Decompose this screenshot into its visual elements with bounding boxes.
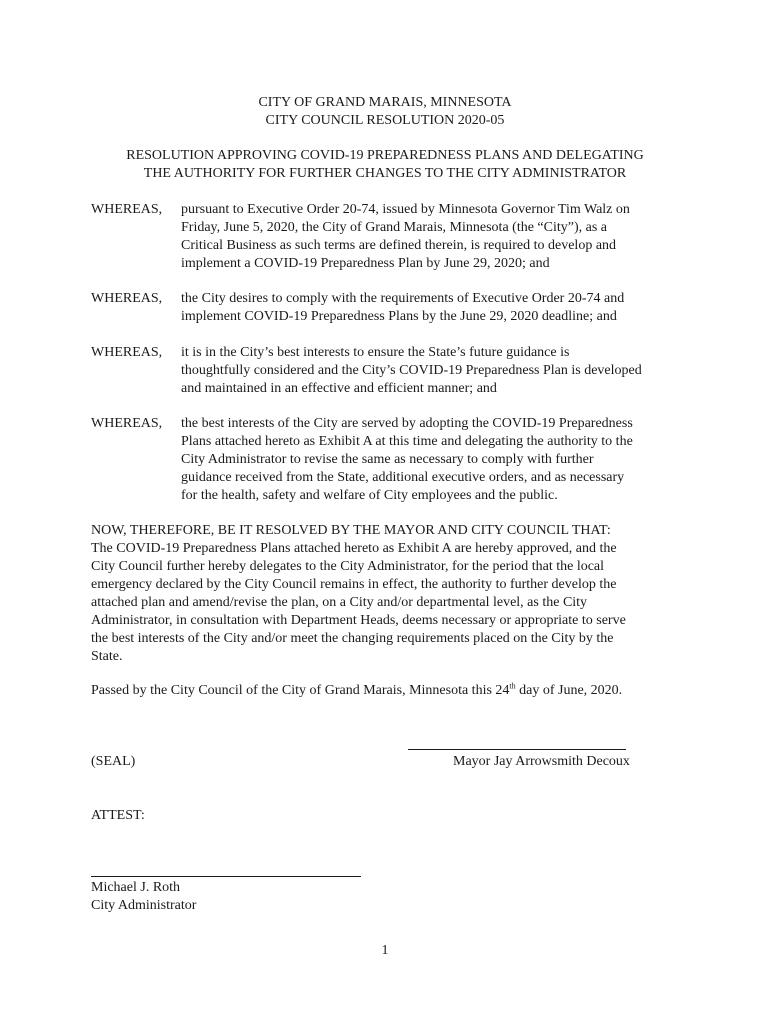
- text-line: the best interests of the City are served by adopting the COVID-19 Preparedness: [181, 416, 633, 431]
- text-line: implement a COVID-19 Preparedness Plan by June 29, 2020; and: [181, 256, 550, 271]
- text-line: Friday, June 5, 2020, the City of Grand Marais, Minnesota (the “City”), as a: [181, 220, 608, 235]
- resolution-title: [85, 147, 685, 183]
- resolution-title-line: THE AUTHORITY FOR FURTHER CHANGES TO THE CITY ADMINISTRATOR: [143, 166, 627, 181]
- attest-label: ATTEST:: [91, 808, 145, 823]
- text-line: City Administrator to revise the same as necessary to comply with further: [181, 452, 594, 467]
- document-header: [0, 94, 770, 130]
- ordinal-suffix: th: [509, 681, 516, 691]
- whereas-label: WHEREAS,: [91, 416, 163, 431]
- administrator-block: [91, 879, 196, 915]
- text-line: attached plan and amend/revise the plan, on a City and/or departmental level, as the City: [91, 595, 588, 610]
- mayor-signature-line: [408, 749, 626, 750]
- whereas-text: [181, 201, 691, 273]
- whereas-clause-2: [91, 290, 691, 326]
- whereas-clause-3: [91, 344, 691, 398]
- text-line: Plans attached hereto as Exhibit A at this time and delegating the authority to the: [181, 434, 633, 449]
- text-line: for the health, safety and welfare of City employees and the public.: [181, 488, 558, 503]
- seal-label: (SEAL): [91, 754, 136, 769]
- whereas-text: [181, 344, 691, 398]
- text-line: the City desires to comply with the requirements of Executive Order 20-74 and: [181, 291, 625, 306]
- whereas-clause-4: [91, 415, 691, 505]
- administrator-title: City Administrator: [91, 898, 197, 913]
- whereas-text: [181, 290, 691, 326]
- text-line: Administrator, in consultation with Department Heads, deems necessary or appropriate to serve: [91, 613, 626, 628]
- city-name: CITY OF GRAND MARAIS, MINNESOTA: [258, 95, 512, 110]
- resolution-number: CITY COUNCIL RESOLUTION 2020-05: [265, 113, 505, 128]
- whereas-label: WHEREAS,: [91, 202, 163, 217]
- whereas-label: WHEREAS,: [91, 345, 163, 360]
- text-line: City Council further hereby delegates to the City Administrator, for the period that the local: [91, 559, 605, 574]
- text-line: guidance received from the State, additional executive orders, and as necessary: [181, 470, 625, 485]
- text-line: State.: [91, 649, 123, 664]
- text-line: and maintained in an effective and efficient manner; and: [181, 381, 497, 396]
- passed-text: Passed by the City Council of the City of Grand Marais, Minnesota this 24: [91, 683, 510, 698]
- administrator-name: Michael J. Roth: [91, 880, 181, 895]
- text-line: it is in the City’s best interests to ensure the State’s future guidance is: [181, 345, 570, 360]
- text-line: The COVID-19 Preparedness Plans attached hereto as Exhibit A are hereby approved, and the: [91, 541, 617, 556]
- text-line: NOW, THEREFORE, BE IT RESOLVED BY THE MAYOR AND CITY COUNCIL THAT:: [91, 523, 611, 538]
- text-line: pursuant to Executive Order 20-74, issued by Minnesota Governor Tim Walz on: [181, 202, 630, 217]
- text-line: thoughtfully considered and the City’s COVID-19 Preparedness Plan is developed: [181, 363, 642, 378]
- text-line: the best interests of the City and/or meet the changing requirements placed on the City by the: [91, 631, 614, 646]
- resolution-title-line: RESOLUTION APPROVING COVID-19 PREPAREDNESS PLANS AND DELEGATING: [126, 148, 644, 163]
- resolved-paragraph: [91, 522, 671, 666]
- page-number: 1: [381, 943, 389, 958]
- text-line: implement COVID-19 Preparedness Plans by the June 29, 2020 deadline; and: [181, 309, 617, 324]
- text-line: emergency declared by the City Council remains in effect, the authority to further develop the: [91, 577, 617, 592]
- text-line: Critical Business as such terms are defined therein, is required to develop and: [181, 238, 617, 253]
- whereas-label: WHEREAS,: [91, 291, 163, 306]
- whereas-text: [181, 415, 691, 505]
- mayor-name: Mayor Jay Arrowsmith Decoux: [453, 754, 630, 769]
- whereas-clause-1: [91, 201, 691, 273]
- passed-statement: [91, 682, 691, 700]
- passed-text-end: day of June, 2020.: [515, 683, 623, 698]
- administrator-signature-line: [91, 876, 361, 877]
